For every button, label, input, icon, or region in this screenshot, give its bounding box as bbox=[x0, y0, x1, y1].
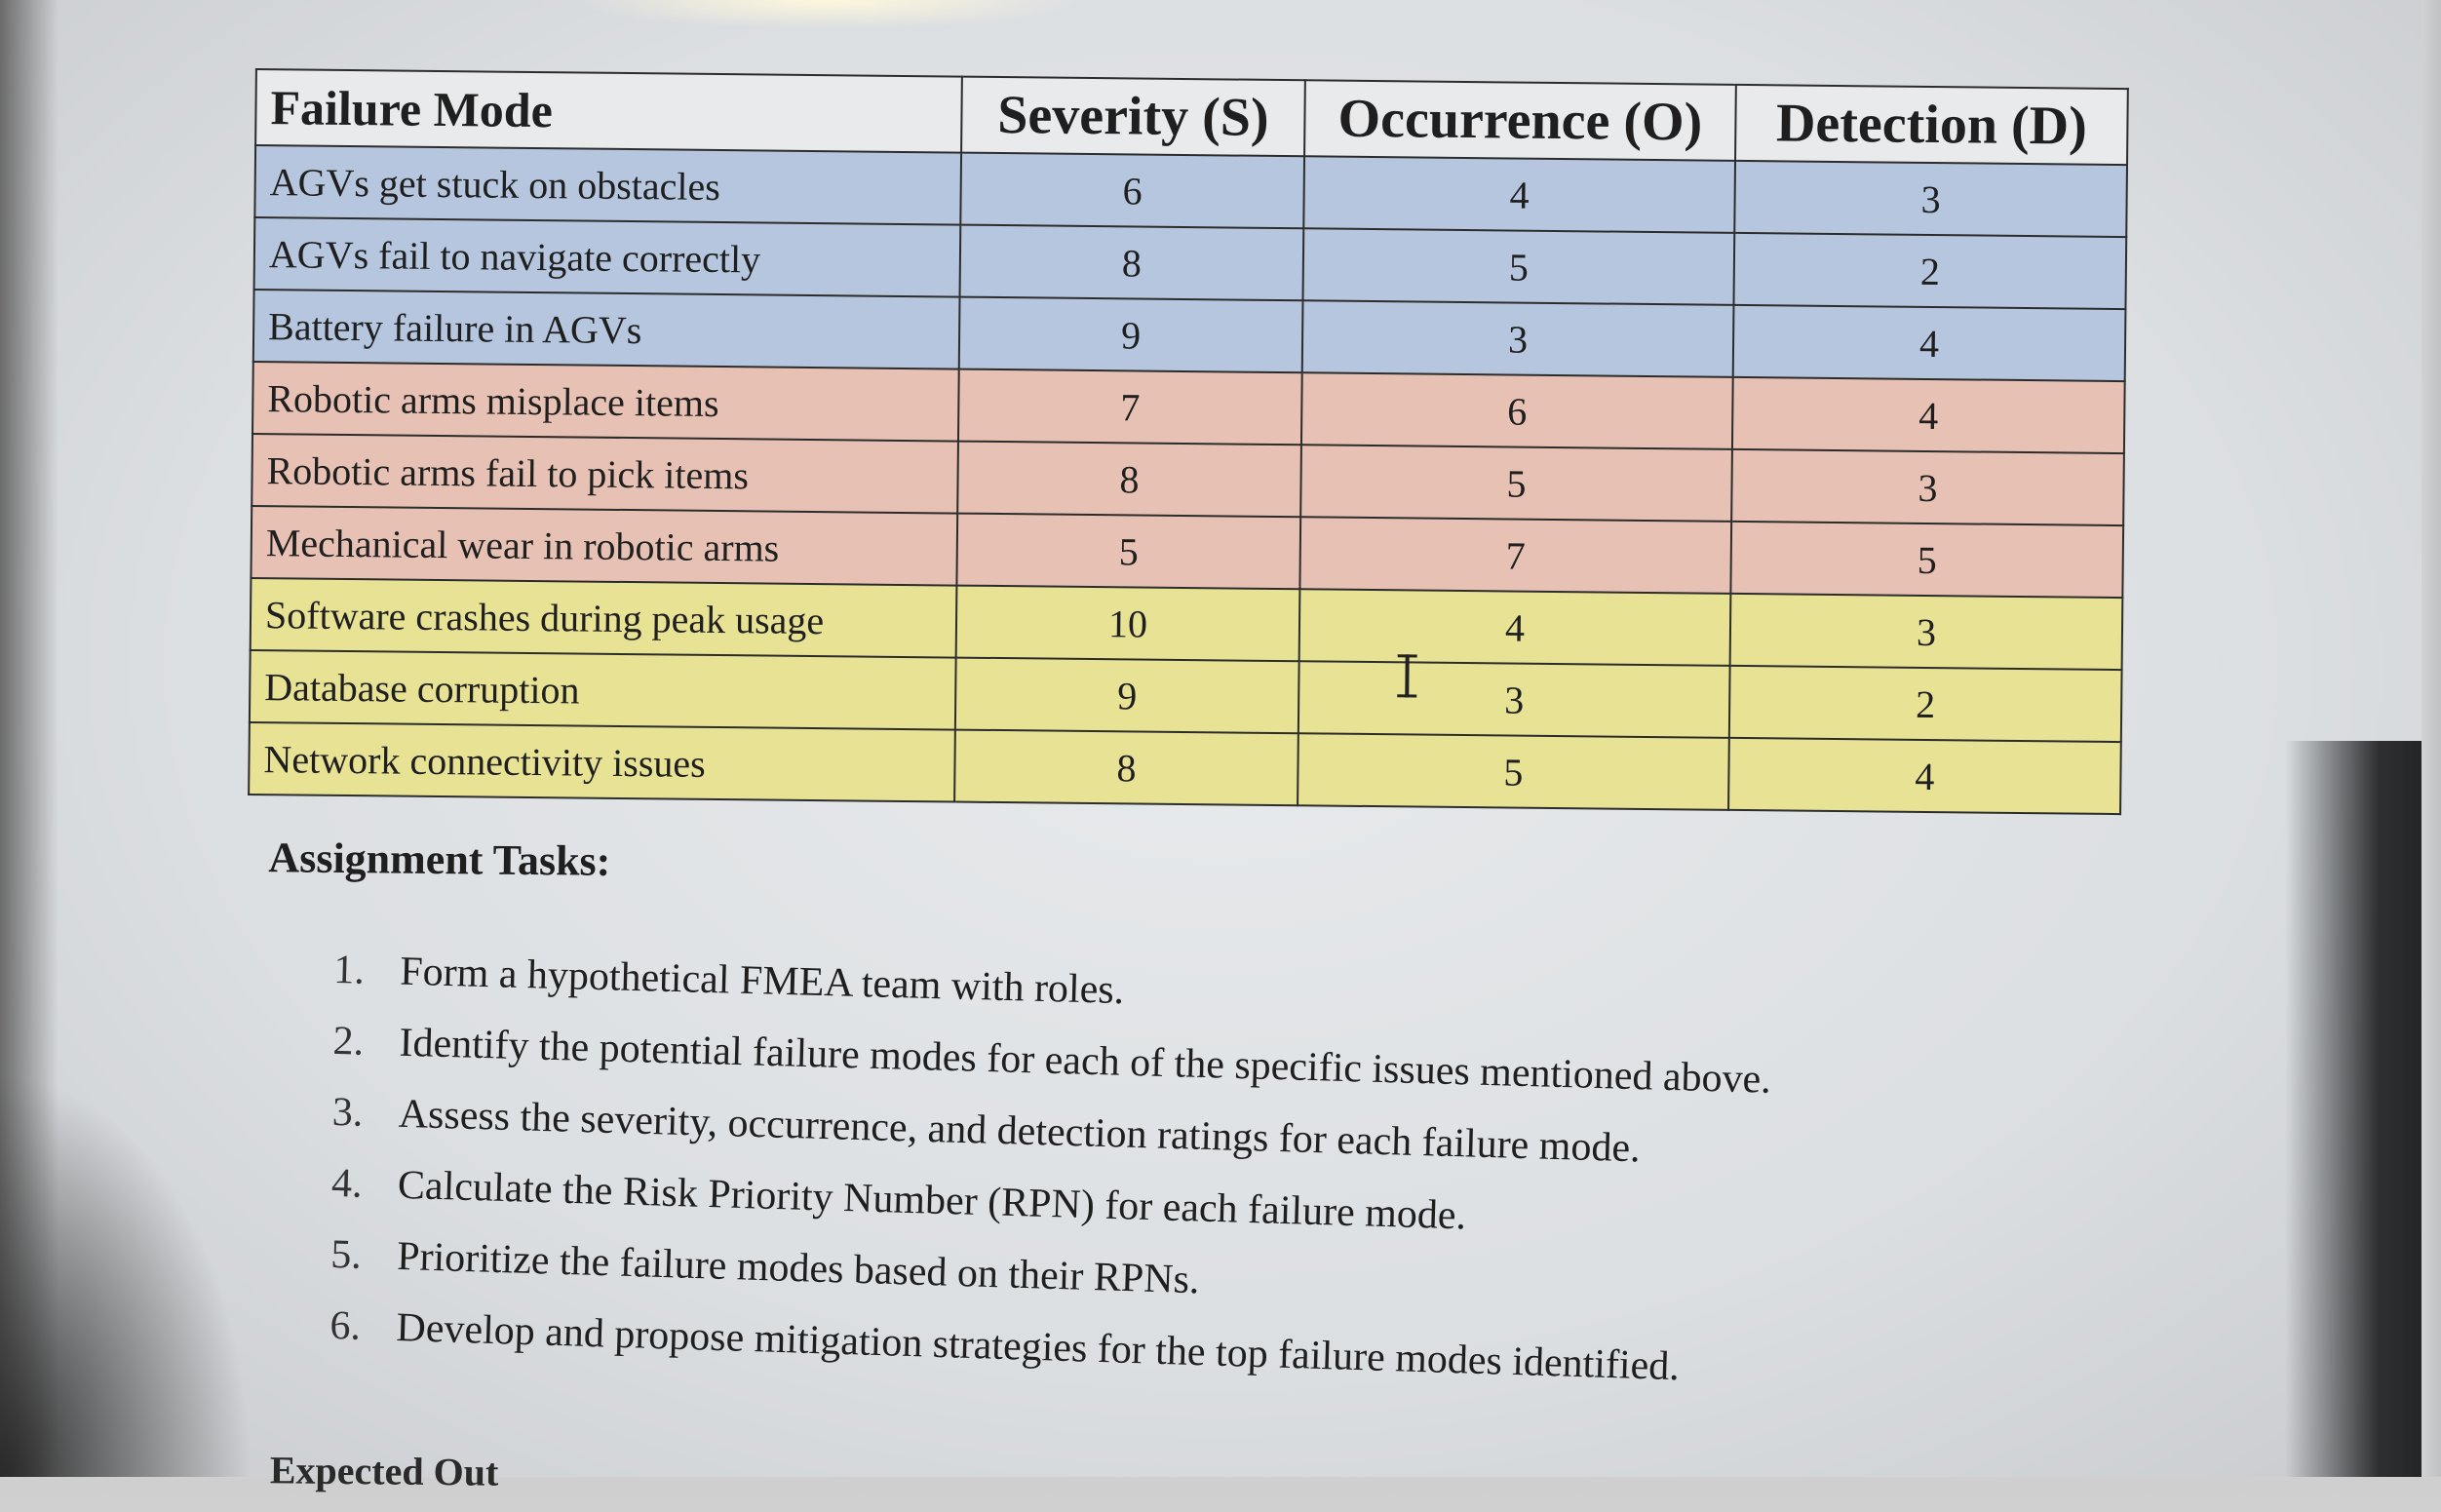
task-number: 4. bbox=[330, 1160, 364, 1207]
cell-failure-mode: Mechanical wear in robotic arms bbox=[251, 506, 957, 586]
task-number: 3. bbox=[331, 1089, 364, 1136]
assignment-task-list bbox=[329, 941, 1772, 1390]
cell-failure-mode: Battery failure in AGVs bbox=[253, 290, 960, 369]
cell-occurrence: 4 bbox=[1299, 589, 1731, 666]
expected-outcomes-heading: Expected Out bbox=[269, 1448, 499, 1494]
cell-occurrence: 4 bbox=[1303, 156, 1735, 233]
cell-occurrence: 5 bbox=[1298, 733, 1729, 810]
cell-failure-mode: AGVs get stuck on obstacles bbox=[254, 145, 961, 225]
task-text: Form a hypothetical FMEA team with roles. bbox=[399, 949, 1125, 1014]
fmea-table bbox=[248, 68, 2129, 815]
screen-glare bbox=[575, 0, 1082, 29]
document-page bbox=[241, 62, 2156, 1496]
cell-detection: 5 bbox=[1730, 522, 2123, 598]
cell-detection: 4 bbox=[1732, 377, 2125, 453]
cell-severity: 10 bbox=[956, 586, 1300, 662]
cell-severity: 5 bbox=[956, 514, 1300, 590]
cell-detection: 4 bbox=[1733, 305, 2126, 381]
task-number: 1. bbox=[332, 947, 366, 993]
cell-severity: 8 bbox=[960, 225, 1304, 301]
header-occurrence: Occurrence (O) bbox=[1304, 80, 1736, 161]
cell-severity: 8 bbox=[957, 442, 1301, 518]
cell-severity: 7 bbox=[958, 369, 1302, 446]
header-failure-mode: Failure Mode bbox=[255, 69, 962, 153]
task-text: Assess the severity, occurrence, and detection ratings for each failure mode. bbox=[398, 1091, 1642, 1172]
header-detection: Detection (D) bbox=[1735, 85, 2128, 165]
right-edge-shadow bbox=[2285, 741, 2441, 1477]
task-text: Prioritize the failure modes based on their RPNs. bbox=[396, 1233, 1201, 1303]
text-cursor-icon bbox=[1405, 654, 1409, 697]
cell-severity: 6 bbox=[960, 153, 1304, 229]
header-severity: Severity (S) bbox=[961, 77, 1305, 157]
cell-severity: 9 bbox=[959, 297, 1303, 373]
cell-occurrence: 6 bbox=[1301, 372, 1733, 449]
cell-detection: 3 bbox=[1734, 161, 2127, 237]
cell-severity: 9 bbox=[955, 658, 1299, 734]
cell-failure-mode: Software crashes during peak usage bbox=[251, 578, 957, 658]
bottom-left-shadow bbox=[0, 1072, 253, 1477]
cell-failure-mode: Network connectivity issues bbox=[249, 722, 955, 802]
cell-occurrence: 3 bbox=[1302, 300, 1734, 377]
cell-detection: 3 bbox=[1731, 449, 2124, 525]
cell-detection: 3 bbox=[1730, 594, 2123, 670]
cell-occurrence: 5 bbox=[1303, 228, 1735, 305]
cell-occurrence: 3 bbox=[1298, 661, 1730, 738]
task-number: 6. bbox=[329, 1302, 362, 1349]
task-number: 5. bbox=[329, 1231, 363, 1278]
task-text: Identify the potential failure modes for each of the specific issues mentioned above. bbox=[398, 1020, 1772, 1103]
cell-occurrence: 5 bbox=[1300, 445, 1732, 522]
cell-detection: 4 bbox=[1728, 738, 2121, 814]
right-bezel bbox=[2422, 0, 2441, 1477]
task-number: 2. bbox=[331, 1018, 365, 1065]
task-text: Calculate the Risk Priority Number (RPN) for each failure mode. bbox=[397, 1162, 1467, 1239]
task-text: Develop and propose mitigation strategies for the top failure modes identified. bbox=[395, 1304, 1681, 1390]
cell-severity: 8 bbox=[954, 730, 1298, 806]
cell-failure-mode: Robotic arms fail to pick items bbox=[252, 434, 958, 514]
cell-detection: 2 bbox=[1729, 666, 2122, 742]
table-body bbox=[249, 145, 2127, 814]
cell-failure-mode: Database corruption bbox=[250, 650, 956, 730]
cell-occurrence: 7 bbox=[1299, 517, 1731, 594]
assignment-tasks-heading: Assignment Tasks: bbox=[268, 834, 611, 885]
cell-failure-mode: Robotic arms misplace items bbox=[252, 362, 959, 442]
cell-failure-mode: AGVs fail to navigate correctly bbox=[254, 217, 961, 297]
cell-detection: 2 bbox=[1733, 233, 2126, 309]
